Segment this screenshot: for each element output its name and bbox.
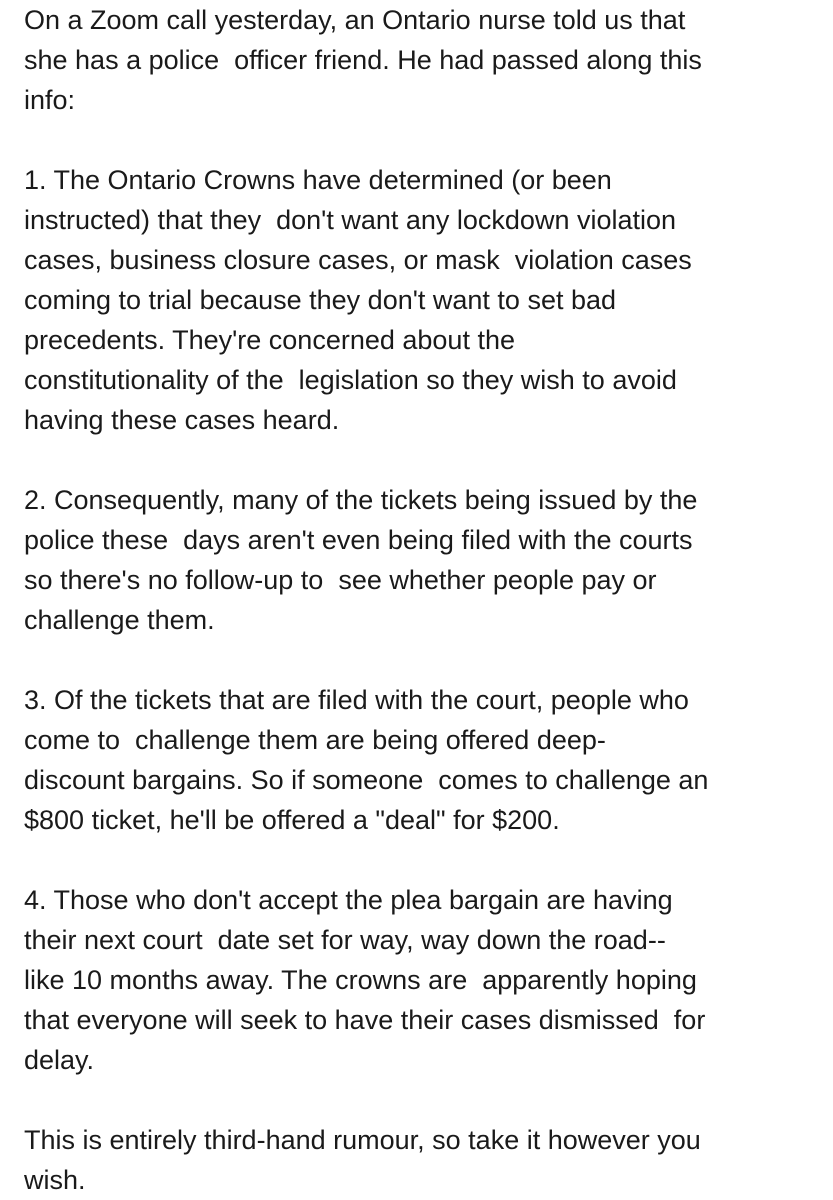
intro-paragraph — [24, 0, 824, 120]
text-line: This is entirely third-hand rumour, so take it however you — [24, 1125, 701, 1155]
text-line: 4. Those who don't accept the plea bargain are having — [24, 885, 673, 915]
text-line: 2. Consequently, many of the tickets being issued by the — [24, 485, 698, 515]
note-body — [24, 0, 824, 1200]
text-line: their next court date set for way, way down the road-- — [24, 925, 666, 955]
text-line: that everyone will seek to have their cases dismissed for — [24, 1005, 706, 1035]
text-line: precedents. They're concerned about the — [24, 325, 515, 355]
text-line: discount bargains. So if someone comes to challenge an — [24, 765, 709, 795]
text-line: wish. — [24, 1165, 86, 1195]
point-1-paragraph — [24, 160, 824, 440]
text-line: 3. Of the tickets that are filed with the court, people who — [24, 685, 689, 715]
text-line: having these cases heard. — [24, 405, 340, 435]
text-line: so there's no follow-up to see whether people pay or — [24, 565, 657, 595]
text-line: constitutionality of the legislation so they wish to avoid — [24, 365, 677, 395]
text-line: $800 ticket, he'll be offered a "deal" for $200. — [24, 805, 560, 835]
text-line: 1. The Ontario Crowns have determined (or been — [24, 165, 612, 195]
paragraph-gap — [24, 120, 824, 160]
closing-paragraph — [24, 1120, 824, 1200]
point-3-paragraph — [24, 680, 824, 840]
text-line: On a Zoom call yesterday, an Ontario nurse told us that — [24, 5, 686, 35]
paragraph-gap — [24, 1080, 824, 1120]
point-2-paragraph — [24, 480, 824, 640]
text-line: police these days aren't even being filed with the courts — [24, 525, 693, 555]
point-4-paragraph — [24, 880, 824, 1080]
text-line: challenge them. — [24, 605, 215, 635]
text-line: info: — [24, 85, 76, 115]
text-line: delay. — [24, 1045, 95, 1075]
text-line: she has a police officer friend. He had passed along this — [24, 45, 702, 75]
text-line: instructed) that they don't want any lockdown violation — [24, 205, 677, 235]
text-line: come to challenge them are being offered deep- — [24, 725, 606, 755]
text-line: like 10 months away. The crowns are apparently hoping — [24, 965, 697, 995]
text-line: cases, business closure cases, or mask violation cases — [24, 245, 692, 275]
paragraph-gap — [24, 440, 824, 480]
paragraph-gap — [24, 640, 824, 680]
paragraph-gap — [24, 840, 824, 880]
text-line: coming to trial because they don't want to set bad — [24, 285, 617, 315]
